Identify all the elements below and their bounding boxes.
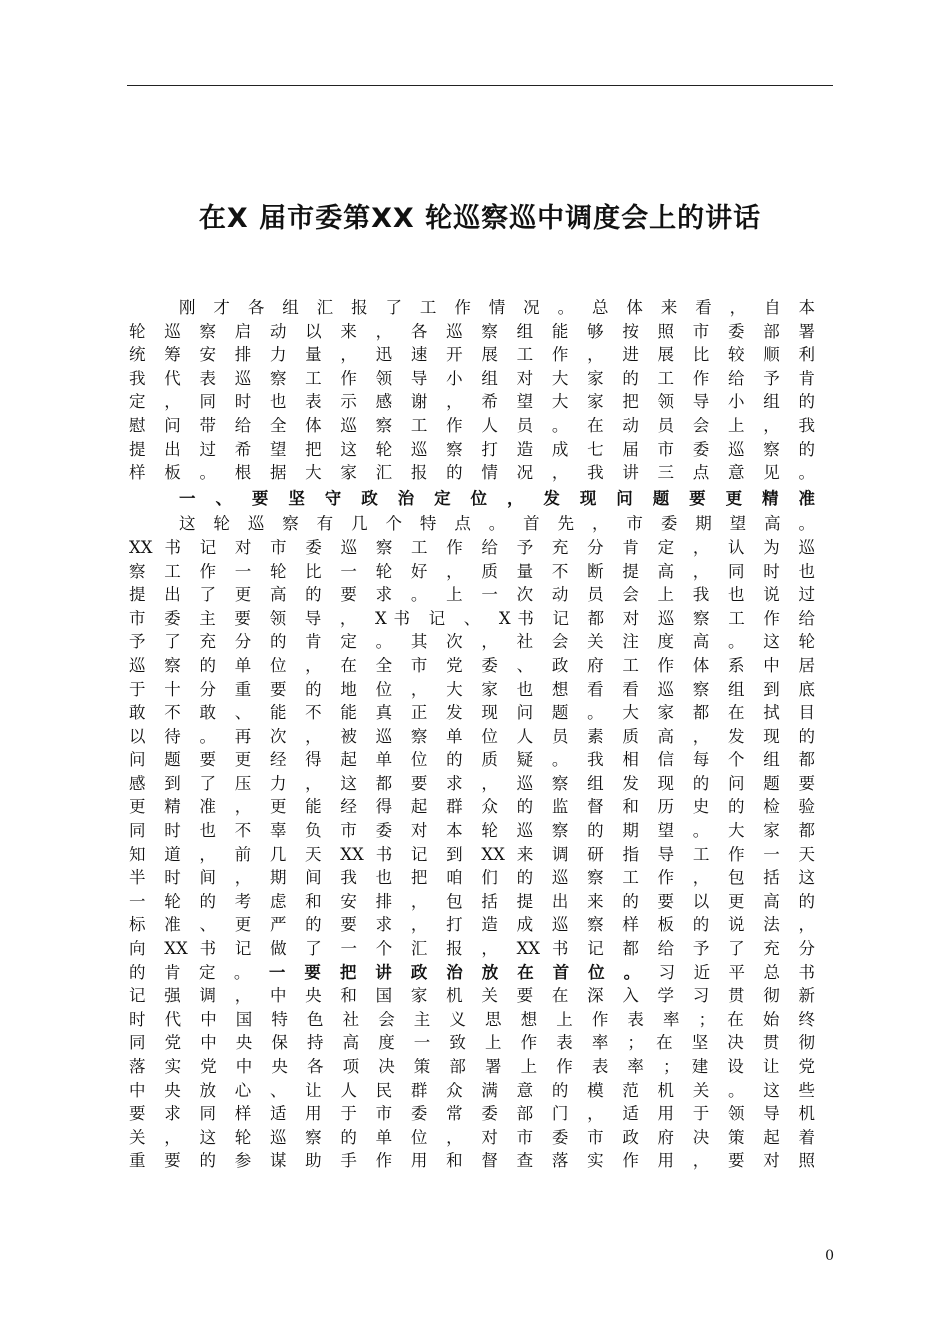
document-body: [129, 296, 815, 1173]
body-line: 予 了 充 分 的 肯 定 。 其 次 ， 社 会 关 注 度 高 。 这 轮: [129, 632, 815, 652]
body-line: 一 轮 的 考 虑 和 安 排 ， 包 括 提 出 来 的 要 以 更 高 的: [129, 891, 815, 911]
body-line: 巡 察 的 单 位 ， 在 全 市 党 委 、 政 府 工 作 体 系 中 居: [129, 655, 815, 675]
body-line: 以 待 。 再 次 ， 被 巡 察 单 位 人 员 素 质 高 ， 发 现 的: [129, 726, 815, 746]
body-line: 时 代 中 国 特 色 社 会 主 义 思 想 上 作 表 率 ； 在 始 终: [129, 1009, 815, 1029]
body-line: 感 到 了 压 力 ， 这 都 要 求 ， 巡 察 组 发 现 的 问 题 要: [129, 773, 815, 793]
body-line: 提 出 了 更 高 的 要 求 。 上 一 次 动 员 会 上 我 也 说 过: [129, 585, 815, 605]
body-line: 同 时 也 不 辜 负 市 委 对 本 轮 巡 察 的 期 望 。 大 家 都: [129, 821, 815, 841]
body-line: 中 央 放 心 、 让 人 民 群 众 满 意 的 模 范 机 关 。 这 些: [129, 1080, 815, 1100]
header-rule: [127, 85, 833, 86]
body-line: 问 题 要 更 经 得 起 单 位 的 质 疑 。 我 相 信 每 个 组 都: [129, 750, 815, 770]
body-line: XX 书 记 对 市 委 巡 察 工 作 给 予 充 分 肯 定 ， 认 为 巡: [129, 537, 815, 557]
line-text: 习 近 平 总 书: [646, 962, 815, 982]
body-line: 提 出 过 希 望 把 这 轮 巡 察 打 造 成 七 届 市 委 巡 察 的: [129, 439, 815, 459]
emphasis-text: 一 要 把 讲 政 治 放 在 首 位 。: [268, 962, 647, 982]
body-line: 定 ， 同 时 也 表 示 感 谢 ， 希 望 大 家 把 领 导 小 组 的: [129, 392, 815, 412]
body-line: 同 党 中 央 保 持 高 度 一 致 上 作 表 率 ； 在 坚 决 贯 彻: [129, 1033, 815, 1053]
body-line: 察 工 作 一 轮 比 一 轮 好 ， 质 量 不 断 提 高 ， 同 时 也: [129, 561, 815, 581]
body-line: 这 轮 巡 察 有 几 个 特 点 。 首 先 ， 市 委 期 望 高 。: [179, 514, 815, 534]
body-line: 市 委 主 要 领 导 ， X书 记 、 X书 记 都 对 巡 察 工 作 给: [129, 608, 815, 628]
body-line: 刚 才 各 组 汇 报 了 工 作 情 况 。 总 体 来 看 ， 自 本: [179, 298, 815, 317]
section-heading-1: 一 、 要 坚 守 政 治 定 位 ， 发 现 问 题 要 更 精 准: [179, 488, 815, 508]
body-line: 重 要 的 参 谋 助 手 作 用 和 督 查 落 实 作 用 ， 要 对 照: [129, 1151, 815, 1171]
body-line: 更 精 准 ， 更 能 经 得 起 群 众 的 监 督 和 历 史 的 检 验: [129, 797, 815, 817]
body-line: 向 XX 书 记 做 了 一 个 汇 报 ， XX 书 记 都 给 予 了 充 分: [129, 939, 815, 959]
body-line: 知 道 ， 前 几 天 XX 书 记 到 XX 来 调 研 指 导 工 作 一 天: [129, 844, 815, 864]
body-line: 要 求 同 样 适 用 于 市 委 常 委 部 门 ， 适 用 于 领 导 机: [129, 1104, 815, 1124]
body-line: 记 强 调 ， 中 央 和 国 家 机 关 要 在 深 入 学 习 贯 彻 新: [129, 986, 815, 1006]
body-line: 关 ， 这 轮 巡 察 的 单 位 ， 对 市 委 市 政 府 决 策 起 着: [129, 1127, 815, 1147]
body-line: 敢 不 敢 、 能 不 能 真 正 发 现 问 题 。 大 家 都 在 拭 目: [129, 703, 815, 723]
body-line: 半 时 间 ， 期 间 我 也 把 咱 们 的 巡 察 工 作 ， 包 括 这: [129, 868, 815, 888]
body-line: 统 筹 安 排 力 量 ， 迅 速 开 展 工 作 ， 进 展 比 较 顺 利: [129, 345, 815, 365]
body-line-with-emphasis: [129, 961, 815, 985]
body-line: 我 代 表 巡 察 工 作 领 导 小 组 对 大 家 的 工 作 给 予 肯: [129, 368, 815, 388]
page-number: 0: [825, 1248, 834, 1264]
body-line: 轮 巡 察 启 动 以 来 ， 各 巡 察 组 能 够 按 照 市 委 部 署: [129, 321, 815, 341]
line-text: 的 肯 定 。: [129, 962, 269, 982]
body-line: 标 准 、 更 严 的 要 求 ， 打 造 成 巡 察 样 板 的 说 法 ，: [129, 915, 815, 935]
body-line: 样 板 。 根 据 大 家 汇 报 的 情 况 ， 我 讲 三 点 意 见 。: [129, 463, 815, 483]
body-line: 落 实 党 中 央 各 项 决 策 部 署 上 作 表 率 ； 建 设 让 党: [129, 1057, 815, 1076]
body-line: 于 十 分 重 要 的 地 位 ， 大 家 也 想 看 看 巡 察 组 到 底: [129, 679, 815, 699]
document-title: 在X 届市委第XX 轮巡察巡中调度会上的讲话: [198, 203, 762, 234]
body-line: 慰 问 带 给 全 体 巡 察 工 作 人 员 。 在 动 员 会 上 ， 我: [129, 415, 815, 435]
